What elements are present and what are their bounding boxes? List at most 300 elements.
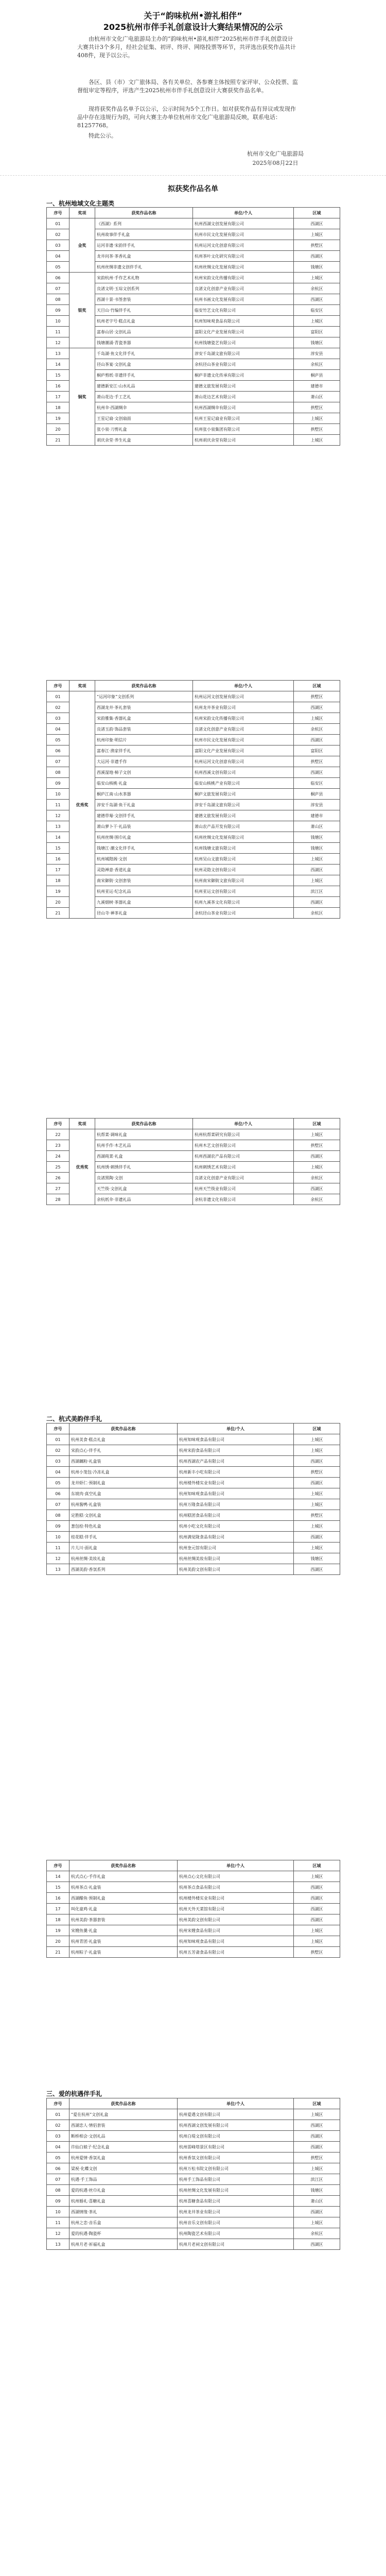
table-cell: 杭州美韵文创有限公司 (178, 1914, 294, 1925)
table-cell: 西湖区 (294, 2207, 340, 2217)
table-cell: 14 (47, 1871, 69, 1882)
table-cell: 西湖美韵·香氛系列 (69, 1564, 178, 1575)
table-row (47, 2131, 340, 2142)
table-cell: 杭州西湖农产品有限公司 (178, 1456, 294, 1467)
table-cell: 萧山区 (294, 821, 340, 832)
table-cell: 天竺筷·文创礼盒 (95, 1183, 193, 1194)
table-cell: 06 (47, 2163, 69, 2174)
table-cell: 07 (47, 756, 69, 767)
table-cell: 淳安千岛湖文旅有限公司 (193, 800, 294, 810)
table-cell: 径山茶宴·文创礼盒 (95, 359, 193, 370)
table-cell: 上城区 (294, 1925, 340, 1936)
table-cell: 杭州张小泉集团有限公司 (193, 424, 294, 435)
table-cell: “运河印象”文创系列 (95, 691, 193, 702)
table-cell: 杭州绣·刺绣伴手礼 (95, 1162, 193, 1173)
table-cell: 上城区 (294, 1543, 340, 1553)
table-cell: 爱的杭遇·陶瓷杯 (69, 2228, 178, 2239)
table-cell: 桐庐县 (294, 789, 340, 800)
table-cell: 桐庐江南·山水茶器 (95, 789, 193, 800)
table-cell: 11 (47, 800, 69, 810)
intro-paragraph-1: 由杭州市文化广电旅游局主办的“韵味杭州•游礼相伴”2025杭州市伴手礼创意设计大赛共计3个多月，经社会征集、初评、终评、网络投票等环节，共评选出获奖作品共计408件，现予以公示。 (77, 36, 296, 59)
table-cell: 建德新安江·山水礼品 (95, 381, 193, 392)
table-cell: 余杭区 (294, 359, 340, 370)
table-cell: 杭州之恋·音乐盒 (69, 2217, 178, 2228)
table-cell: 余杭区 (294, 908, 340, 919)
table-cell: 余杭区 (294, 1173, 340, 1183)
table-cell: 九溪烟树·茶器礼盒 (95, 897, 193, 908)
table-cell: 03 (47, 240, 69, 251)
table-row (47, 1467, 340, 1478)
table-cell: 富春江·渔家伴手礼 (95, 745, 193, 756)
table-cell: 临安区 (294, 778, 340, 789)
table-cell: 杭州酱鸭·礼盒装 (69, 1499, 178, 1510)
table-cell: 断桥相会·文创礼品 (69, 2131, 178, 2142)
table-row (47, 2109, 340, 2120)
table-row (47, 1871, 340, 1882)
award-level-cell: 优秀奖 (69, 1129, 95, 1205)
column-header: 获奖作品名称 (95, 1118, 193, 1129)
table-cell: 杭州楼外楼实业有限公司 (178, 1893, 294, 1904)
table-cell: 杭州宋韵食品有限公司 (178, 1445, 294, 1456)
table-cell: 西湖区 (294, 294, 340, 305)
table-cell: 王星记扇·文创扇面 (95, 413, 193, 424)
table-cell: 杭州万隆食品有限公司 (178, 1499, 294, 1510)
table-cell: 余杭区 (294, 283, 340, 294)
table-cell: 杭州运河文化创意有限公司 (193, 756, 294, 767)
table-cell: 06 (47, 1488, 69, 1499)
table-cell: 杭州老字号·糕点礼盒 (95, 316, 193, 327)
table-cell: 西湖区 (294, 251, 340, 262)
table-cell: 富春山居·文创礼品 (95, 327, 193, 337)
table-row (47, 1882, 340, 1893)
table-cell: 12 (47, 1553, 69, 1564)
table-cell: 西湖区 (294, 2142, 340, 2153)
table-cell: 杭州伞·西湖绸伞 (95, 402, 193, 413)
table-cell: 桐庐县 (294, 370, 340, 381)
table-cell: 杭州爱情·香氛礼盒 (69, 2153, 178, 2163)
table-cell: 15 (47, 843, 69, 854)
table-cell: 径山寺·禅茶礼盒 (95, 908, 193, 919)
table-cell: 杭州美韵文创有限公司 (178, 1564, 294, 1575)
award-level-cell: 金奖 (69, 218, 95, 273)
table-cell: 杭州宋韵文化传播有限公司 (193, 713, 294, 724)
table-cell: 钱塘区 (294, 843, 340, 854)
table-cell: 良渚玉韵·饰品套装 (95, 724, 193, 735)
table-cell: 04 (47, 724, 69, 735)
table-cell: 09 (47, 1521, 69, 1532)
table-cell: 葱包桧·特色礼盒 (69, 1521, 178, 1532)
table-cell: 上城区 (294, 1162, 340, 1173)
table-cell: 桐庐剪纸·非遗伴手礼 (95, 370, 193, 381)
table-cell: 27 (47, 1183, 69, 1194)
table-cell: 建德文旅发展有限公司 (193, 381, 294, 392)
table-cell: 良渚黑陶·文创 (95, 1173, 193, 1183)
table-cell: 片儿川·面礼盒 (69, 1543, 178, 1553)
table-cell: 拱墅区 (294, 1947, 340, 1958)
table-cell: 临安山核桃·礼盒 (95, 778, 193, 789)
table-cell: 杭州丝绸非遗文创伴手礼 (95, 262, 193, 273)
table-row (47, 691, 340, 702)
table-cell: 西湖区 (294, 1564, 340, 1575)
table-cell: 爱的杭遇·丝巾礼盒 (69, 2185, 178, 2196)
table-cell: 杭州茶点·礼盒装 (69, 1882, 178, 1893)
table-cell: 12 (47, 2228, 69, 2239)
table-cell: 富阳区 (294, 745, 340, 756)
table-cell: 杭州吴山文旅有限公司 (193, 854, 294, 865)
table-cell: 西湖区 (294, 1151, 340, 1162)
table-cell: 上城区 (294, 1521, 340, 1532)
table-header-row (47, 208, 340, 218)
table-cell: 杭州九溪茶文化有限公司 (193, 897, 294, 908)
table-cell: 杭州钱塘文旅有限公司 (193, 843, 294, 854)
table-cell: 杭州茶点食品有限公司 (178, 1882, 294, 1893)
table-cell: 杭州宋嫂食品有限公司 (178, 1925, 294, 1936)
table-cell: 15 (47, 1882, 69, 1893)
table-cell: 钱塘江·潮文化伴手礼 (95, 843, 193, 854)
table-cell: 19 (47, 1925, 69, 1936)
table-cell: 04 (47, 251, 69, 262)
table-cell: 杭州印象·明信片 (95, 735, 193, 745)
table-cell: 拱墅区 (294, 240, 340, 251)
table-cell: 21 (47, 1947, 69, 1958)
table-cell: 张小泉·刀剪礼盒 (95, 424, 193, 435)
table-cell: 宋嫂鱼羹·礼盒 (69, 1925, 178, 1936)
table-cell: 拱墅区 (294, 1467, 340, 1478)
table-cell: 02 (47, 229, 69, 240)
table-row (47, 1499, 340, 1510)
table-cell: 01 (47, 2109, 69, 2120)
table-cell: 淳安千岛湖·鱼干礼盒 (95, 800, 193, 810)
table-cell: 滨江区 (294, 886, 340, 897)
table-cell: 杭州胡庆余堂有限公司 (193, 435, 294, 446)
divider (0, 175, 386, 176)
category-3-title: 三、爱的杭遇伴手礼 (46, 2090, 102, 2097)
table-cell: 萧山花边·手工艺礼 (95, 392, 193, 402)
table-cell: 杭式点心·手作礼盒 (69, 1871, 178, 1882)
table-row (47, 1521, 340, 1532)
column-header: 区域 (294, 681, 340, 691)
award-level-cell: 铜奖 (69, 348, 95, 446)
table-cell: 宋韵点心·伴手礼 (69, 1445, 178, 1456)
table-cell: 萧山区 (294, 392, 340, 402)
table-cell: 拱墅区 (294, 424, 340, 435)
table-cell: 西湖区 (294, 865, 340, 875)
column-header: 区域 (294, 208, 340, 218)
table-cell: 上城区 (294, 1434, 340, 1445)
table-cell: 西湖区 (294, 2239, 340, 2250)
table-cell: 杭州故事伴手礼盒 (95, 229, 193, 240)
table-cell: 杭州五芳斋食品有限公司 (178, 1947, 294, 1958)
table-row (47, 273, 340, 283)
table-cell: 03 (47, 2131, 69, 2142)
table-cell: 建德草莓·文创伴手礼 (95, 810, 193, 821)
table-cell: 01 (47, 218, 69, 229)
table-cell: 宋韵雅集·香器礼盒 (95, 713, 193, 724)
table-cell: 拱墅区 (294, 1140, 340, 1151)
table-cell: 杭州杭帮菜研究有限公司 (193, 1129, 294, 1140)
column-header: 区域 (294, 1423, 340, 1434)
table-row (47, 1543, 340, 1553)
column-header: 单位/个人 (178, 1423, 294, 1434)
table-cell: 杭州喜糖食品有限公司 (178, 2196, 294, 2207)
table-cell: 西湖区 (294, 1904, 340, 1914)
table-cell: 上城区 (294, 413, 340, 424)
table-cell: 杭州陶瓷艺术有限公司 (178, 2228, 294, 2239)
table-cell: 22 (47, 1129, 69, 1140)
category-1-title: 一、杭州地域文化主题类 (46, 200, 115, 207)
table-cell: 12 (47, 810, 69, 821)
table-cell: 西湖区 (294, 2131, 340, 2142)
table-cell: 杭州丝绸文化发展有限公司 (193, 262, 294, 273)
table-cell: 上城区 (294, 2217, 340, 2228)
table-row (47, 348, 340, 359)
table-row (47, 2228, 340, 2239)
table-cell: 余杭纸伞·非遗礼品 (95, 1194, 193, 1205)
table-cell: 09 (47, 305, 69, 316)
table-cell: 许仙白娘子·纪念礼盒 (69, 2142, 178, 2153)
table-cell: 03 (47, 713, 69, 724)
table-cell: 杭州音乐文创有限公司 (178, 2217, 294, 2228)
table-cell: 淳安县 (294, 800, 340, 810)
table-cell: 杭州丝绸·围巾礼盒 (95, 832, 193, 843)
table-cell: 11 (47, 1543, 69, 1553)
table-cell: 07 (47, 2174, 69, 2185)
table-cell: 千岛湖·鱼文化伴手礼 (95, 348, 193, 359)
table-header-row (47, 1860, 340, 1871)
table-cell: 上城区 (294, 1488, 340, 1499)
table-cell: 03 (47, 1456, 69, 1467)
table-cell: 07 (47, 1499, 69, 1510)
table-cell: 09 (47, 2196, 69, 2207)
table-header-row (47, 681, 340, 691)
table-cell: 杭州小笼包·冷冻礼盒 (69, 1467, 178, 1478)
table-cell: 西湖情缘·茶礼 (69, 2207, 178, 2217)
table-cell: 杭州茶叶文化研究有限公司 (193, 251, 294, 262)
table-cell: 上城区 (294, 713, 340, 724)
table-row (47, 1434, 340, 1445)
table-cell: 上城区 (294, 1445, 340, 1456)
table-cell: 10 (47, 789, 69, 800)
table-cell: 西湖区 (294, 767, 340, 778)
table-cell: 杭州龙井茶业有限公司 (178, 2207, 294, 2217)
table-cell: 拱墅区 (294, 691, 340, 702)
table-cell: 08 (47, 294, 69, 305)
table-cell: 26 (47, 1173, 69, 1183)
table-cell: 25 (47, 1162, 69, 1173)
table-cell: 杭州亚运·纪念礼品 (95, 886, 193, 897)
intro-paragraph-2: 各区、县（市）文广旅体局、各有关单位、各参赛主体按照专家评审、公众投票、监督组审定等程序，评选产生2025杭州市伴手礼创意设计大赛获奖作品名单。 (77, 79, 298, 94)
table-row (47, 1129, 340, 1140)
column-header: 区域 (294, 2098, 340, 2109)
table-cell: 桐庐非遗文化传承有限公司 (193, 370, 294, 381)
table-cell: 余杭区 (294, 724, 340, 735)
table-cell: 杭州知味观食品有限公司 (178, 1936, 294, 1947)
table-cell: 上城区 (294, 1871, 340, 1882)
table-cell: 08 (47, 2185, 69, 2196)
table-cell: 杭州刺绣艺术有限公司 (193, 1162, 294, 1173)
table-cell: 临安山核桃产业有限公司 (193, 778, 294, 789)
column-header: 序号 (47, 1860, 69, 1871)
category-2-title: 二、杭式美韵伴手礼 (46, 1415, 102, 1422)
table-cell: 19 (47, 886, 69, 897)
table-cell: 08 (47, 767, 69, 778)
table-cell: 西湖区 (294, 218, 340, 229)
table-cell: 钱塘区 (294, 262, 340, 273)
table-cell: 杭州香氛文创有限公司 (178, 2153, 294, 2163)
table-row (47, 2196, 340, 2207)
table-cell: 天目山·竹编伴手礼 (95, 305, 193, 316)
table-cell: 钱塘潮涌·青瓷茶器 (95, 337, 193, 348)
table-cell: 24 (47, 1151, 69, 1162)
table-cell: 钱塘区 (294, 832, 340, 843)
table-cell: 杭州南宋御街文旅有限公司 (193, 875, 294, 886)
table-row (47, 1445, 340, 1456)
table-cell: 07 (47, 283, 69, 294)
table-cell: 余杭非遗文化有限公司 (193, 1194, 294, 1205)
table-cell: 钱塘区 (294, 2185, 340, 2196)
table-cell: 杭州奎元馆有限公司 (178, 1543, 294, 1553)
table-cell: 01 (47, 1434, 69, 1445)
table-cell: “爱在杭州”文创礼盒 (69, 2109, 178, 2120)
table-cell: 20 (47, 1936, 69, 1947)
table-row (47, 2120, 340, 2131)
table-cell: 杭州运河文化创意有限公司 (193, 240, 294, 251)
title-line-1: 关于“韵味杭州•游礼相伴” (144, 11, 242, 21)
table-cell: 14 (47, 359, 69, 370)
table-cell: 13 (47, 348, 69, 359)
table-cell: 建德市 (294, 810, 340, 821)
table-row (47, 1914, 340, 1925)
table-cell: 杭州新丰小吃有限公司 (178, 1467, 294, 1478)
table-cell: 杭州龙井茶业有限公司 (193, 702, 294, 713)
table-cell: 10 (47, 2207, 69, 2217)
table-cell: 05 (47, 735, 69, 745)
table-cell: 余杭径山茶业有限公司 (193, 908, 294, 919)
table-cell: 定胜糕·文创礼盒 (69, 1510, 178, 1521)
table-cell: 余杭区 (294, 1194, 340, 1205)
table-cell: 杭帮菜·调味礼盒 (95, 1129, 193, 1140)
table-cell: 05 (47, 262, 69, 273)
column-header: 单位/个人 (178, 2098, 294, 2109)
table-cell: 西湖区 (294, 1478, 340, 1488)
table-cell: 杭州西湖文创发展有限公司 (178, 2120, 294, 2131)
table-cell: 01 (47, 691, 69, 702)
table-cell: 杭州知味观食品有限公司 (193, 316, 294, 327)
table-cell: 上城区 (294, 316, 340, 327)
column-header: 序号 (47, 1118, 69, 1129)
table-cell: 宋韵杭州·手作艺术礼物 (95, 273, 193, 283)
table-cell: 萧山农产品开发有限公司 (193, 821, 294, 832)
table-cell: 西湖醋鱼·预制礼盒 (69, 1893, 178, 1904)
column-header: 单位/个人 (193, 208, 294, 218)
table-cell: 西湖区 (294, 735, 340, 745)
table-cell: 杭州点心文化有限公司 (178, 1871, 294, 1882)
table-cell: 杭州白堤文创有限公司 (178, 2131, 294, 2142)
table-cell: 富阳文化产业发展有限公司 (193, 327, 294, 337)
table-cell: 淳安县 (294, 348, 340, 359)
table-cell: 04 (47, 1467, 69, 1478)
table-cell: 拱墅区 (294, 756, 340, 767)
table-cell: 萧山区 (294, 2196, 340, 2207)
table-row (47, 1532, 340, 1543)
table-cell: 龙井问茶·茶香礼盒 (95, 251, 193, 262)
table-cell: 18 (47, 1914, 69, 1925)
table-cell: 17 (47, 865, 69, 875)
table-cell: 11 (47, 327, 69, 337)
list-title: 拟获奖作品名单 (168, 185, 218, 193)
table-row (47, 1553, 340, 1564)
table-cell: 杭州万松书院文创有限公司 (178, 2163, 294, 2174)
table-cell: 18 (47, 402, 69, 413)
table-cell: 钱塘区 (294, 337, 340, 348)
table-cell: 上城区 (294, 1936, 340, 1947)
table-cell: 20 (47, 897, 69, 908)
table-cell: 04 (47, 2142, 69, 2153)
table-cell: 06 (47, 273, 69, 283)
table-cell: 东坡肉·真空礼盒 (69, 1488, 178, 1499)
table-cell: 13 (47, 2239, 69, 2250)
table-cell: 良渚文化创意产业有限公司 (193, 1173, 294, 1183)
table-cell: 胡庆余堂·养生礼盒 (95, 435, 193, 446)
table-cell: 上城区 (294, 1129, 340, 1140)
table-cell: 西湖区 (294, 1456, 340, 1467)
table-cell: 杭州粽子·礼盒装 (69, 1947, 178, 1958)
table-row (47, 2142, 340, 2153)
column-header: 获奖作品名称 (95, 681, 193, 691)
table-cell: 杭州手作·木艺礼品 (95, 1140, 193, 1151)
table-cell: 余杭区 (294, 2228, 340, 2239)
table-cell: 临安竹艺文化有限公司 (193, 305, 294, 316)
table-cell: 富阳区 (294, 327, 340, 337)
category-2-table-b (46, 1860, 340, 1958)
category-2-table-a (46, 1423, 340, 1575)
table-cell: 11 (47, 2217, 69, 2228)
table-cell: 杭州王星记扇业有限公司 (193, 413, 294, 424)
table-cell: 上城区 (294, 2163, 340, 2174)
table-cell: 上城区 (294, 875, 340, 886)
table-row (47, 1510, 340, 1521)
table-cell: 龙井虾仁·预制礼盒 (69, 1478, 178, 1488)
table-cell: 杭州知味观食品有限公司 (178, 1434, 294, 1445)
table-row (47, 2217, 340, 2228)
category-1-table-a (46, 207, 340, 446)
table-cell: 大运河·非遗手作 (95, 756, 193, 767)
table-row (47, 2239, 340, 2250)
table-cell: 良渚文化创意产业有限公司 (193, 283, 294, 294)
table-cell: 良渚文明·玉琮文创系列 (95, 283, 193, 294)
category-1-table-c (46, 1118, 340, 1205)
table-cell: 06 (47, 745, 69, 756)
award-level-cell: 银奖 (69, 273, 95, 348)
table-cell: 15 (47, 370, 69, 381)
award-level-cell: 优秀奖 (69, 691, 95, 919)
table-cell: 13 (47, 821, 69, 832)
table-cell: 杭州西湖文创发展有限公司 (193, 218, 294, 229)
table-cell: 杭州手工饰品有限公司 (178, 2174, 294, 2185)
table-cell: 02 (47, 702, 69, 713)
table-cell: 上城区 (294, 435, 340, 446)
table-cell: 钱塘区 (294, 1553, 340, 1564)
table-row (47, 218, 340, 229)
table-cell: 西湖龙井·茶礼套装 (95, 702, 193, 713)
column-header: 获奖作品名称 (69, 1423, 178, 1434)
table-cell: 02 (47, 2120, 69, 2131)
table-cell: 西湖区 (294, 1882, 340, 1893)
table-cell: 杭州西溪文创有限公司 (193, 767, 294, 778)
table-cell: 杭州丝绸·美妆礼盒 (69, 1553, 178, 1564)
title-line-2: 2025杭州市伴手礼创意设计大赛结果情况的公示 (103, 22, 283, 32)
table-cell: 10 (47, 1532, 69, 1543)
